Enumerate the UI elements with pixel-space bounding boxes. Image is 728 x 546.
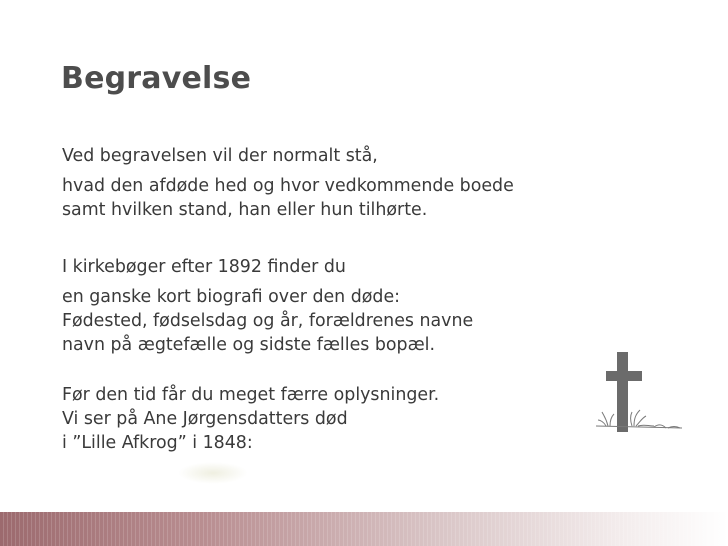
- text-line: navn på ægtefælle og sidste fælles bopæl.: [62, 335, 436, 355]
- text-line: i ”Lille Afkrog” i 1848:: [62, 433, 253, 453]
- paragraph-3: [62, 387, 662, 459]
- paragraph-1: [62, 148, 662, 218]
- slide-title: Begravelse: [61, 61, 252, 96]
- background-smudge: [178, 462, 248, 484]
- footer-decoration-bar: [0, 512, 728, 546]
- text-line: Fødested, fødselsdag og år, forældrenes navne: [62, 311, 474, 331]
- text-line: samt hvilken stand, han eller hun tilhørte.: [62, 200, 428, 220]
- text-line: en ganske kort biografi over den døde:: [62, 287, 401, 307]
- text-line: Før den tid får du meget færre oplysninger.: [62, 385, 440, 405]
- text-line: I kirkebøger efter 1892 finder du: [62, 257, 346, 277]
- paragraph-2: [62, 259, 662, 359]
- text-line: Ved begravelsen vil der normalt stå,: [62, 146, 378, 166]
- text-line: hvad den afdøde hed og hvor vedkommende boede: [62, 176, 514, 196]
- footer-stripes: [0, 512, 728, 546]
- cross-with-grass-icon: [594, 352, 684, 436]
- text-line: Vi ser på Ane Jørgensdatters død: [62, 409, 348, 429]
